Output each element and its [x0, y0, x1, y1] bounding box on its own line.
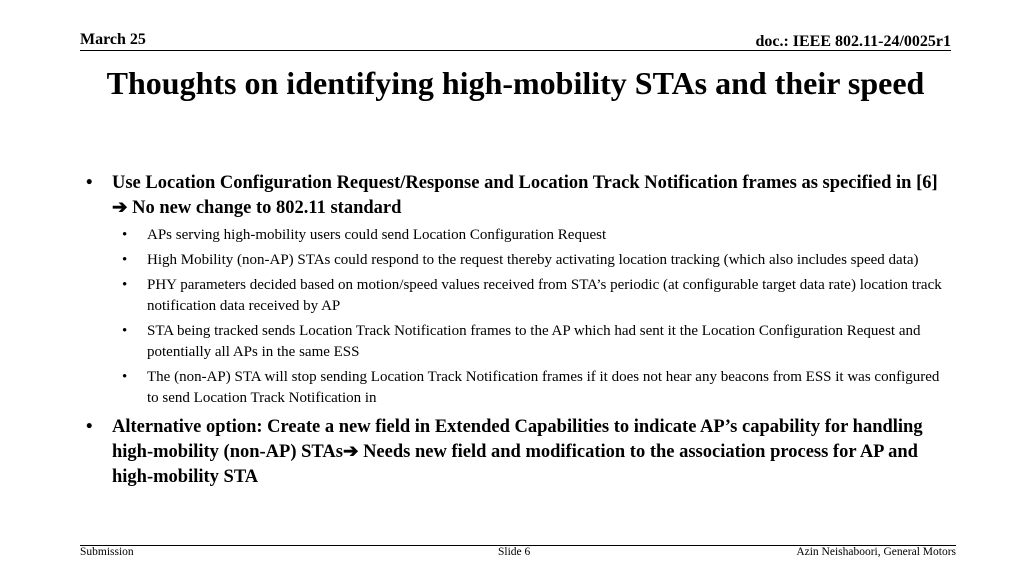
bullet-dot: •: [122, 323, 128, 339]
sub-bullet-list: [84, 225, 944, 409]
bullet-dot: •: [122, 277, 128, 293]
sub-bullet-4: [84, 321, 944, 363]
bullet-1: [84, 171, 944, 221]
slide-body: [84, 171, 944, 494]
bullet-dot: •: [122, 252, 128, 268]
sub-bullet-5-text: The (non-AP) STA will stop sending Location Track Notification frames if it does not hear any beacons from ESS it was configured to send Location Track Notification in: [147, 369, 940, 406]
sub-bullet-1: [84, 225, 944, 246]
bullet-2: [84, 415, 944, 490]
header-divider: [80, 50, 951, 51]
bullet-1-text: Use Location Configuration Request/Response and Location Track Notification frames as specified in [6] ➔ No new change to 802.11 standard: [112, 173, 938, 218]
footer-slide-number: Slide 6: [498, 546, 531, 558]
bullet-dot: •: [86, 417, 93, 437]
sub-bullet-2-text: High Mobility (non-AP) STAs could respond to the request thereby activating location tracking (which also includes speed data): [147, 252, 919, 268]
slide-title: Thoughts on identifying high-mobility STAs and their speed: [106, 65, 925, 101]
sub-bullet-3-text: PHY parameters decided based on motion/speed values received from STA’s periodic (at configurable target data rate) location track notification data received by AP: [147, 277, 942, 314]
sub-bullet-5: [84, 367, 944, 409]
sub-bullet-1-text: APs serving high-mobility users could send Location Configuration Request: [147, 227, 607, 243]
header-doc-id: doc.: IEEE 802.11-24/0025r1: [755, 33, 951, 50]
bullet-dot: •: [122, 227, 128, 243]
sub-bullet-2: [84, 250, 944, 271]
bullet-2-text: Alternative option: Create a new field in Extended Capabilities to indicate AP’s capability for handling high-mobility (non-AP) STAs➔ Needs new field and modification to the association process for AP and high-mobility STA: [112, 417, 923, 487]
sub-bullet-3: [84, 275, 944, 317]
bullet-dot: •: [122, 369, 128, 385]
footer-author: Azin Neishaboori, General Motors: [796, 546, 956, 558]
bullet-dot: •: [86, 173, 93, 193]
header-date: March 25: [80, 31, 146, 48]
footer-submission: Submission: [80, 546, 134, 558]
sub-bullet-4-text: STA being tracked sends Location Track Notification frames to the AP which had sent it the Location Configuration Request and potentially all APs in the same ESS: [147, 323, 921, 360]
